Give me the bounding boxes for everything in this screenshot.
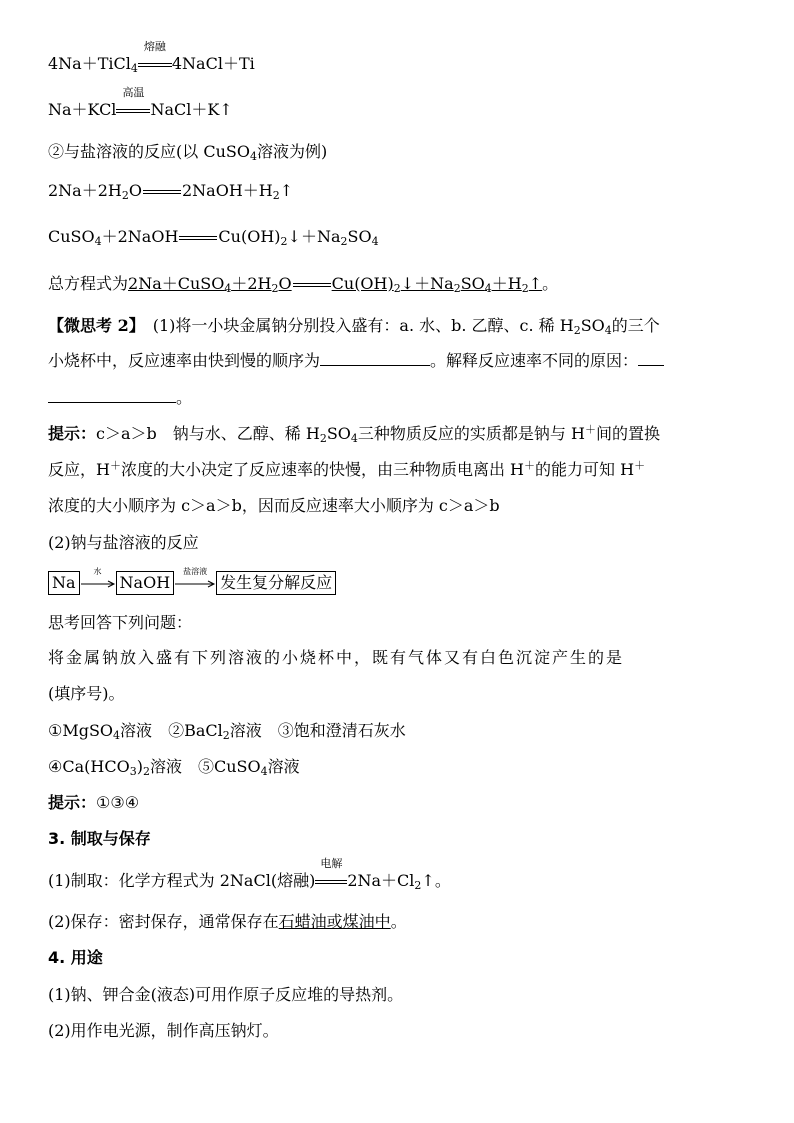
subscript: 2 [340, 235, 348, 248]
reaction-condition [116, 86, 150, 120]
option-2: ②BaCl [168, 721, 223, 740]
equal-bar [293, 283, 331, 287]
text: (1)将一小块金属钠分别投入盛有：a. 水、b. 乙醇、c. 稀 H [152, 316, 574, 335]
text: 小烧杯中，反应速率由快到慢的顺序为 [48, 351, 321, 370]
subscript: 2 [393, 282, 401, 295]
superscript: ＋ [524, 459, 536, 472]
eq-text: O [278, 274, 292, 293]
arrow-water [80, 566, 116, 589]
equal-bar [143, 190, 181, 194]
subscript: 4 [260, 765, 268, 778]
eq-text: Cu(OH) [218, 227, 281, 246]
text: 2Na＋Cl [347, 871, 415, 890]
text: (2)保存：密封保存，通常保存在 [48, 912, 279, 931]
text: (2)钠与盐溶液的反应 [48, 533, 199, 552]
text: 。 [390, 912, 407, 931]
answer-blank[interactable] [48, 388, 176, 403]
hint1-line1 [48, 424, 660, 444]
equation-k [48, 86, 233, 120]
subscript: 2 [573, 324, 581, 337]
eq-text: 2Na＋2H [48, 181, 122, 200]
subscript: 2 [121, 189, 129, 202]
options-line2 [48, 757, 300, 777]
eq-text: ↓＋Na [287, 227, 341, 246]
think-tag: 【微思考 2】 [48, 316, 137, 335]
text: 间的置换 [595, 424, 660, 443]
equal-bar [179, 236, 217, 240]
answer-blank[interactable] [638, 351, 664, 366]
hint-label: 提示： [48, 793, 97, 812]
eq-text: 4Na＋TiCl [48, 54, 131, 73]
eq-text: ＋2H [231, 274, 272, 293]
subscript: 2 [453, 282, 461, 295]
text: (1)钠、钾合金(液态)可用作原子反应堆的导热剂。 [48, 985, 404, 1004]
prep-line [48, 857, 451, 892]
text: SO [326, 424, 351, 443]
flow-diagram [48, 566, 336, 595]
text: SO [580, 316, 605, 335]
text: ↑。 [421, 871, 451, 890]
subscript: 2 [271, 282, 279, 295]
hint2 [48, 793, 139, 813]
hint1-line3 [48, 496, 500, 516]
eq-text: 2NaOH＋H [181, 181, 273, 200]
subscript: 4 [130, 62, 138, 75]
eq-text: ↑ [528, 274, 543, 293]
hint1-line2 [48, 460, 645, 480]
option-5: ⑤CuSO [197, 757, 261, 776]
eq-text: ↓＋Na [400, 274, 454, 293]
options-line1 [48, 721, 406, 741]
text: 的能力可知 H [535, 460, 635, 479]
section4-heading [48, 948, 103, 968]
equal-bar [116, 109, 150, 113]
eq-text: 4NaCl＋Ti [171, 54, 255, 73]
subscript: 4 [371, 235, 379, 248]
use-line2 [48, 1021, 279, 1041]
arrow-icon [174, 579, 216, 589]
subscript: 4 [484, 282, 492, 295]
section-heading: 4. 用途 [48, 948, 103, 967]
text: (2)用作电光源，制作高压钠灯。 [48, 1021, 279, 1040]
text: 的三个 [611, 316, 660, 335]
text: 总方程式为 [48, 274, 129, 293]
superscript: ＋ [634, 459, 646, 472]
q-think-l2 [48, 648, 624, 668]
answer-underlined: 石蜡油或煤油中 [278, 912, 391, 931]
text: c＞a＞b 钠与水、乙醇、稀 H [96, 424, 320, 443]
q-think-l3 [48, 684, 125, 704]
subscript: 4 [113, 729, 121, 742]
arrow-icon [80, 579, 116, 589]
arrow-salt [174, 566, 216, 589]
subscript: 2 [272, 189, 280, 202]
equation-water [48, 181, 293, 201]
text: 将金属钠放入盛有下列溶液的小烧杯中，既有气体又有白色沉淀产生的是 [48, 648, 625, 667]
eq-text: 2Na＋CuSO [128, 274, 225, 293]
condition-label: 高温 [122, 86, 145, 99]
eq-text: ↑ [279, 181, 294, 200]
text: ) [136, 757, 143, 776]
think2-line1 [48, 316, 660, 336]
subscript: 2 [142, 765, 150, 778]
condition-label: 电解 [320, 857, 343, 870]
superscript: ＋ [109, 459, 121, 472]
equal-bar [138, 63, 172, 67]
salt-heading [48, 142, 327, 162]
condition-label: 熔融 [143, 40, 166, 53]
text: 。 [542, 274, 559, 293]
subscript: 2 [521, 282, 529, 295]
total-equation [48, 274, 558, 294]
q-think-l1 [48, 613, 192, 633]
eq-text: Na＋KCl [48, 100, 117, 119]
eq-text: O [128, 181, 142, 200]
text: 浓度的大小决定了反应速率的快慢，由三种物质电离出 H [120, 460, 525, 479]
text: 溶液 [120, 721, 153, 740]
reaction-condition [138, 40, 172, 74]
option-1: ①MgSO [48, 721, 114, 740]
option-3: ③饱和澄清石灰水 [277, 721, 406, 740]
store-line [48, 912, 407, 932]
subscript: 4 [249, 150, 257, 163]
text: 。 [176, 388, 193, 407]
subscript: 4 [224, 282, 232, 295]
text: 思考回答下列问题： [48, 613, 193, 632]
sub2-heading [48, 533, 199, 553]
think2-line3 [48, 388, 192, 408]
subscript: 2 [319, 432, 327, 445]
eq-text: ＋H [491, 274, 522, 293]
equation-cuso4 [48, 227, 379, 247]
answer-underlined [128, 274, 542, 293]
subscript: 2 [222, 729, 230, 742]
superscript: ＋ [584, 423, 596, 436]
eq-text: Cu(OH) [331, 274, 394, 293]
eq-text: NaCl＋K↑ [150, 100, 233, 119]
hint-label: 提示： [48, 424, 97, 443]
subscript: 4 [94, 235, 102, 248]
subscript: 2 [414, 879, 422, 892]
reaction-condition [315, 857, 347, 891]
eq-text: SO [460, 274, 485, 293]
answer-blank[interactable] [320, 351, 430, 366]
equal-bar [315, 880, 347, 884]
flow-box-naoh: NaOH [116, 571, 175, 595]
think2-line2 [48, 351, 664, 371]
subscript: 4 [604, 324, 612, 337]
eq-text: CuSO [48, 227, 95, 246]
text: (1)制取：化学方程式为 2NaCl(熔融) [48, 871, 316, 890]
text: 溶液 [267, 757, 300, 776]
eq-text: SO [347, 227, 372, 246]
text: 反应，H [48, 460, 110, 479]
text: 溶液 [229, 721, 262, 740]
subscript: 2 [280, 235, 288, 248]
flow-box-result: 发生复分解反应 [216, 571, 336, 595]
hint-answer: ①③④ [96, 793, 140, 812]
section-heading: 3. 制取与保存 [48, 829, 151, 848]
text: 三种物质反应的实质都是钠与 H [357, 424, 585, 443]
option-4: ④Ca(HCO [48, 757, 130, 776]
text: 。解释反应速率不同的原因： [430, 351, 639, 370]
subscript: 4 [350, 432, 358, 445]
arrow-label: 水 [93, 566, 102, 576]
flow-box-na: Na [48, 571, 80, 595]
text: 溶液为例) [256, 142, 328, 161]
subscript: 3 [129, 765, 137, 778]
text: 浓度的大小顺序为 c＞a＞b，因而反应速率大小顺序为 c＞a＞b [48, 496, 500, 515]
section3-heading [48, 829, 151, 849]
eq-text: ＋2NaOH [101, 227, 179, 246]
equation-ti [48, 40, 255, 75]
text: 溶液 [149, 757, 182, 776]
use-line1 [48, 985, 403, 1005]
text: ②与盐溶液的反应(以 CuSO [48, 142, 250, 161]
arrow-label: 盐溶液 [183, 566, 208, 576]
text: (填序号)。 [48, 684, 125, 703]
